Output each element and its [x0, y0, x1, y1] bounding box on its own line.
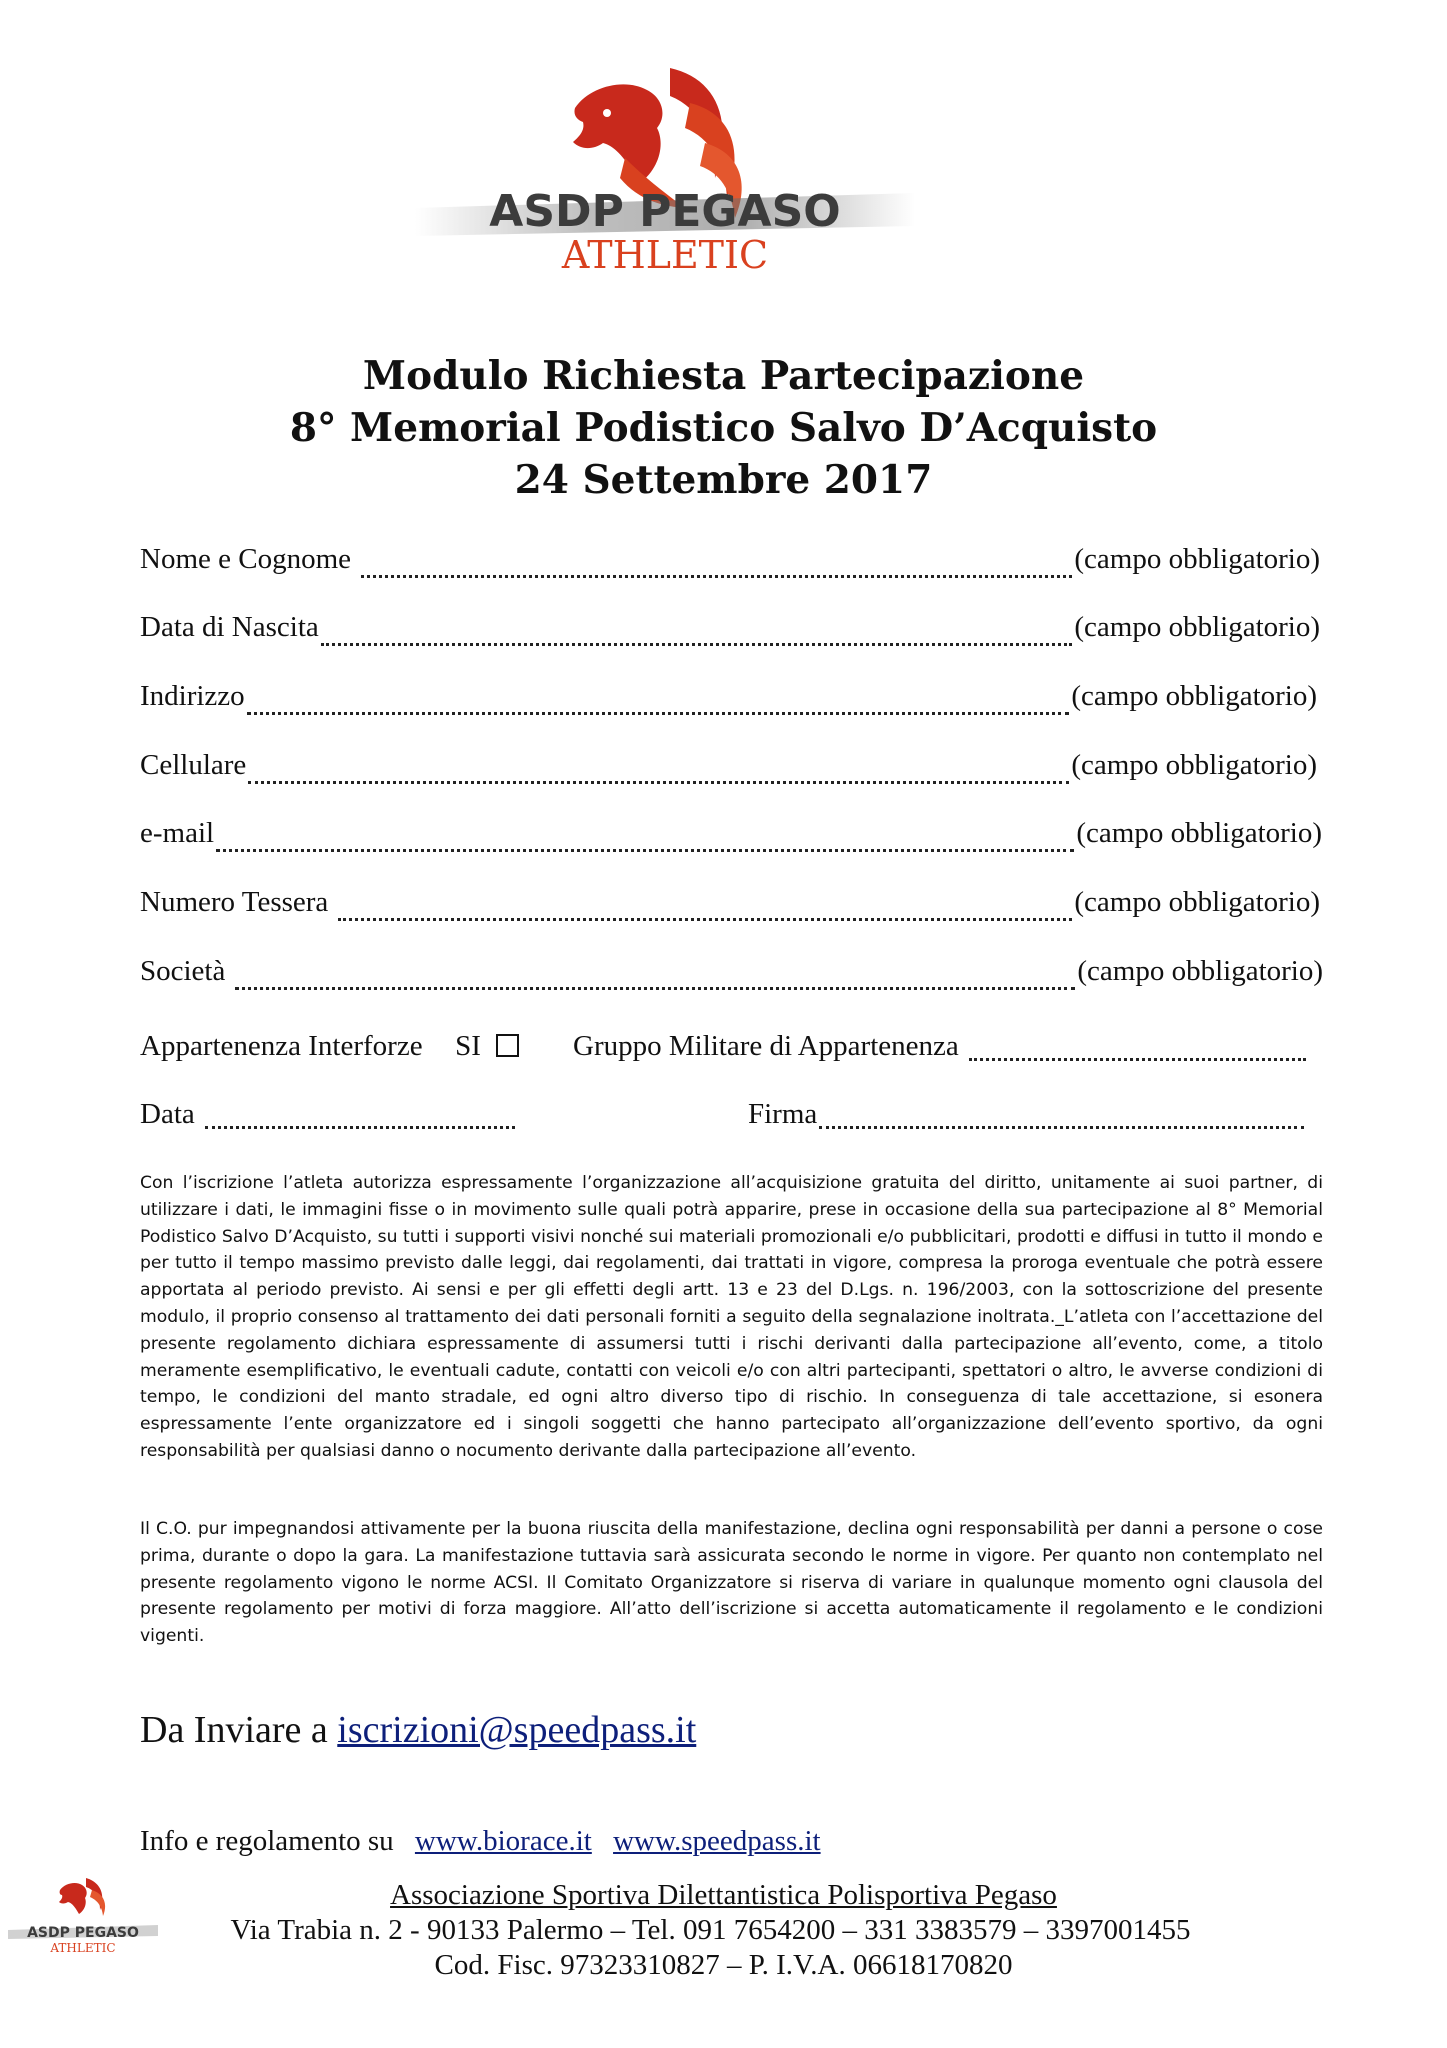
event-name: 8° Memorial Podistico Salvo D’Acquisto — [289, 405, 1158, 451]
field-required-note: (campo obbligatorio) — [1074, 611, 1320, 643]
field-cellulare[interactable] — [140, 749, 1317, 789]
data-row[interactable] — [140, 1098, 515, 1131]
association-name: Associazione Sportiva Dilettantistica Polisportiva Pegaso — [390, 1879, 1057, 1911]
footer — [0, 1878, 1447, 1983]
biorace-link[interactable]: www.biorace.it — [414, 1825, 592, 1857]
field-label: Indirizzo — [140, 680, 245, 712]
consent-paragraph: Con l’iscrizione l’atleta autorizza espressamente l’organizzazione all’acquisizione gratuita del diritto, unitamente ai suoi partner, di utilizzare i dati, le immagini fisse o in movimento sulle quali potrà apparire, prese in occasione della sua partecipazione al 8° Memorial Podistico Salvo D’Acquisto, su tutti i supporti visivi nonché sui materiali promozionali e/o pubblicitari, prodotti e diffusi in tutto il mondo e per tutto il tempo massimo previsto dalle leggi, dai regolamenti, dai trattati in vigore, compresa la proroga eventuale che potrà essere apportata al periodo previsto. Ai sensi e per gli effetti degli artt. 13 e 23 del D.Lgs. n. 196/2003, con la sottoscrizione del presente modulo, il proprio consenso al trattamento dei dati personali forniti a seguito della segnalazione inoltrata._L’atleta con l’accettazione del presente regolamento dichiara espressamente di assumersi tutti i rischi derivanti dalla partecipazione all’evento, come, a titolo meramente esemplificativo, le eventuali cadute, contatti con veicoli e/o con altri partecipanti, spettatori o altro, le avverse condizioni di tempo, le condizioni del manto stradale, ed ogni altro diverso tipo di rischio. In conseguenza di tale accettazione, si esonera espressamente l’ente organizzatore ed i singoli soggetti che hanno partecipato all’organizzazione dell’evento sportivo, da ogni responsabilità per qualsiasi danno o nocumento derivante dalla partecipazione all’evento. — [140, 1173, 1323, 1461]
field-nome-cognome[interactable] — [140, 543, 1320, 583]
fill-line[interactable] — [235, 965, 1075, 990]
pegaso-logo — [415, 58, 915, 278]
firma-label: Firma — [748, 1098, 818, 1130]
form-title-block — [0, 350, 1447, 506]
fill-line[interactable] — [247, 690, 1070, 715]
field-label: Società — [140, 955, 226, 987]
field-required-note: (campo obbligatorio) — [1071, 749, 1317, 781]
field-required-note: (campo obbligatorio) — [1074, 886, 1320, 918]
footer-logo-sub: ATHLETIC — [50, 1941, 116, 1955]
email-link[interactable]: iscrizioni@speedpass.it — [337, 1709, 697, 1751]
interforze-label: Appartenenza Interforze — [140, 1030, 423, 1062]
info-line — [140, 1825, 821, 1858]
field-label: Nome e Cognome — [140, 543, 352, 575]
firma-row[interactable] — [748, 1098, 1304, 1131]
info-label: Info e regolamento su — [140, 1825, 394, 1857]
send-label: Da Inviare a — [140, 1709, 328, 1751]
field-indirizzo[interactable] — [140, 680, 1317, 720]
fill-line[interactable] — [969, 1036, 1306, 1061]
interforze-si-checkbox[interactable] — [496, 1034, 519, 1057]
logo-sub-text: ATHLETIC — [561, 233, 769, 277]
send-to-line — [140, 1708, 696, 1752]
field-email[interactable] — [140, 817, 1322, 857]
field-label: Data di Nascita — [140, 611, 319, 643]
fill-line[interactable] — [361, 553, 1072, 578]
fill-line[interactable] — [338, 896, 1072, 921]
field-numero-tessera[interactable] — [140, 886, 1320, 926]
fill-line[interactable] — [819, 1104, 1304, 1129]
field-label: e-mail — [140, 817, 215, 849]
event-date: 24 Settembre 2017 — [514, 457, 933, 503]
fill-line[interactable] — [205, 1104, 515, 1129]
data-label: Data — [140, 1098, 195, 1130]
fill-line[interactable] — [216, 827, 1074, 852]
form-title: Modulo Richiesta Partecipazione — [362, 353, 1085, 399]
field-label: Numero Tessera — [140, 886, 329, 918]
field-required-note: (campo obbligatorio) — [1071, 680, 1317, 712]
speedpass-link[interactable]: www.speedpass.it — [613, 1825, 821, 1857]
field-required-note: (campo obbligatorio) — [1074, 543, 1320, 575]
footer-logo-brand: ASDP PEGASO — [27, 1925, 139, 1941]
fill-line[interactable] — [321, 621, 1073, 646]
field-required-note: (campo obbligatorio) — [1077, 955, 1323, 987]
field-data-nascita[interactable] — [140, 611, 1320, 651]
pegaso-emblem-icon — [415, 58, 915, 278]
association-tax-codes: Cod. Fisc. 97323310827 – P. I.V.A. 06618170820 — [434, 1949, 1013, 1981]
logo-brand-text: ASDP PEGASO — [489, 186, 841, 237]
gruppo-militare-row[interactable] — [573, 1030, 1306, 1063]
field-required-note: (campo obbligatorio) — [1076, 817, 1322, 849]
gruppo-militare-label: Gruppo Militare di Appartenenza — [573, 1030, 959, 1062]
field-societa[interactable] — [140, 955, 1323, 995]
field-label: Cellulare — [140, 749, 247, 781]
interforze-si-label: SI — [455, 1030, 481, 1062]
liability-paragraph: Il C.O. pur impegnandosi attivamente per la buona riuscita della manifestazione, declina ogni responsabilità per danni a persone o cose prima, durante o dopo la gara. La manifestazione tuttavia sarà assicurata secondo le norme in vigore. Per quanto non contemplato nel presente regolamento vigono le norme ACSI. Il Comitato Organizzatore si riserva di variare in qualunque momento ogni clausola del presente regolamento per motivi di forza maggiore. All’atto dell’iscrizione si accetta automaticamente il regolamento e le condizioni vigenti. — [140, 1519, 1323, 1647]
interforze-row — [140, 1030, 519, 1063]
association-address: Via Trabia n. 2 - 90133 Palermo – Tel. 091 7654200 – 331 3383579 – 3397001455 — [230, 1914, 1191, 1946]
fill-line[interactable] — [248, 759, 1069, 784]
